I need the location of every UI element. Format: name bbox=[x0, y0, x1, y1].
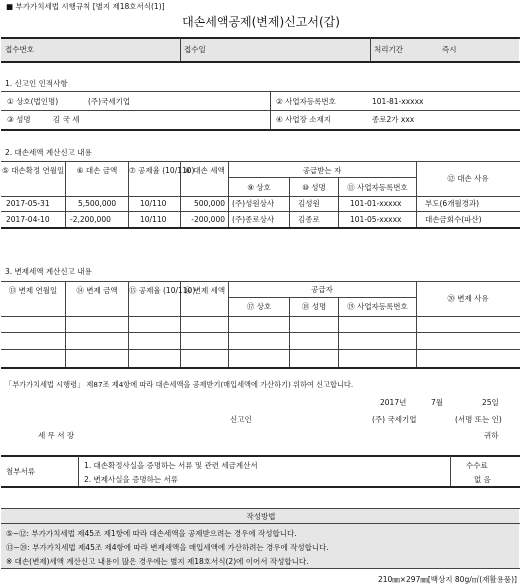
section1-title: 1. 신고인 인적사항 bbox=[5, 79, 68, 88]
rule bbox=[1, 37, 520, 39]
instructions-title: 작성방법 bbox=[246, 512, 276, 521]
processing-period-value: 즉시 bbox=[442, 45, 457, 54]
instruction-line-1: ⑤~⑫: 부가가치세법 제45조 제1항에 따라 대손세액을 공제받으려는 경우에 작성합니다. bbox=[6, 529, 297, 538]
col-amount: ⑥ 대손 금액 bbox=[76, 166, 118, 175]
table-rule bbox=[1, 211, 520, 212]
company-value: (주)국세기업 bbox=[88, 97, 131, 106]
table-rule bbox=[416, 161, 417, 227]
instruction-line-3: ※ 대손(변제)세액 계산신고 내용이 많은 경우에는 별지 제18호서식(2)에 이어서 작성합니다. bbox=[6, 557, 309, 566]
col-group-buyer: 공급받는 자 bbox=[302, 166, 342, 175]
row2-company: (주)종로상사 bbox=[232, 215, 275, 224]
table-rule bbox=[1, 227, 520, 229]
table-rule bbox=[1, 486, 520, 488]
decl-day: 25일 bbox=[482, 398, 499, 407]
row1-name: 김성원 bbox=[298, 199, 320, 208]
row2-rate: 10/110 bbox=[140, 215, 167, 224]
row1-reason: 부도(6개월경과) bbox=[425, 199, 480, 208]
table-rule bbox=[1, 91, 520, 92]
signature-note: (서명 또는 인) bbox=[455, 415, 502, 424]
table-rule bbox=[1, 281, 520, 282]
col-name: ⑩ 성명 bbox=[302, 183, 326, 192]
attachments-label: 첨부서류 bbox=[6, 467, 35, 476]
row1-date: 2017-05-31 bbox=[6, 199, 50, 208]
table-rule bbox=[1, 110, 520, 111]
col-date: ⑤ 대손확정 연월일 bbox=[2, 166, 65, 175]
processing-period-label: 처리기간 bbox=[374, 45, 403, 54]
table-rule bbox=[228, 297, 416, 298]
company-label: ① 상호(법인명) bbox=[7, 97, 59, 106]
applicant-label: 신고인 bbox=[230, 415, 252, 424]
table-rule bbox=[180, 38, 181, 61]
decl-year: 2017년 bbox=[380, 398, 407, 407]
row1-tax: 500,000 bbox=[193, 199, 225, 208]
row1-amount: 5,500,000 bbox=[78, 199, 117, 208]
col-rate: ⑦ 공제율 (10/110) bbox=[129, 166, 195, 175]
table-rule bbox=[78, 456, 79, 486]
col-company: ⑨ 상호 bbox=[247, 183, 271, 192]
col-reason: ⑫ 대손 사유 bbox=[447, 174, 489, 183]
row1-rate: 10/110 bbox=[140, 199, 167, 208]
s3-col-tax: ⑯ 변제 세액 bbox=[183, 286, 226, 295]
receipt-date-label: 접수일 bbox=[184, 45, 206, 54]
table-rule bbox=[1, 523, 520, 524]
row2-date: 2017-04-10 bbox=[6, 215, 50, 224]
address-value: 종로2가 xxx bbox=[372, 115, 415, 124]
table-rule bbox=[1, 332, 520, 333]
col-tax: ⑧ 대손 세액 bbox=[184, 166, 225, 175]
section2-title: 2. 대손세액 계산신고 내용 bbox=[5, 148, 92, 157]
table-rule bbox=[1, 367, 520, 369]
form-id: ■ 부가가치세법 시행규칙 [별지 제18호서식(1)] bbox=[6, 2, 165, 11]
attachment-item-2: 2. 변제사실을 증명하는 서류 bbox=[84, 475, 179, 484]
s3-col-amount: ⑭ 변제 금액 bbox=[76, 286, 118, 295]
row1-bizno: 101-01-xxxxx bbox=[350, 199, 402, 208]
table-rule bbox=[228, 177, 416, 178]
table-rule bbox=[1, 129, 520, 131]
s3-col-company: ⑰ 상호 bbox=[246, 302, 272, 311]
section3-title: 3. 변제세액 계산신고 내용 bbox=[5, 267, 92, 276]
attachment-item-1: 1. 대손확정사실을 증명하는 서류 및 관련 세금계산서 bbox=[84, 461, 258, 470]
footer-paper-spec: 210㎜×297㎜[백상지 80g/㎡(재활용품)] bbox=[377, 575, 517, 584]
decl-month: 7월 bbox=[431, 398, 444, 407]
bizno-label: ② 사업자등록번호 bbox=[276, 97, 336, 106]
table-rule bbox=[1, 316, 520, 317]
fee-label: 수수료 bbox=[466, 461, 488, 470]
fee-value: 없 음 bbox=[474, 475, 491, 484]
s3-col-date: ⑬ 변제 연월일 bbox=[8, 286, 58, 295]
row1-company: (주)성원상사 bbox=[232, 199, 275, 208]
table-rule bbox=[1, 196, 520, 197]
declaration-text: 「부가가치세법 시행령」 제87조 제4항에 따라 대손세액을 공제받기(매입세액에 가산하기) 위하여 신고합니다. bbox=[5, 380, 354, 389]
name-label: ③ 성명 bbox=[7, 115, 31, 124]
table-rule bbox=[1, 61, 520, 63]
row2-name: 김종로 bbox=[298, 215, 320, 224]
row2-reason: 대손금회수(파산) bbox=[425, 215, 482, 224]
table-rule bbox=[1, 349, 520, 350]
table-rule bbox=[1, 508, 520, 509]
instruction-line-2: ⑬~⑳: 부가가치세법 제45조 제4항에 따라 변제세액을 매입세액에 가산하려는 경우에 작성합니다. bbox=[6, 543, 329, 552]
bizno-value: 101-81-xxxxx bbox=[372, 97, 424, 106]
s3-col-group-supplier: 공급자 bbox=[311, 285, 333, 294]
table-rule bbox=[450, 456, 451, 486]
s3-col-rate: ⑮ 공제율 (10/110) bbox=[129, 286, 196, 295]
s3-col-reason: ⑳ 변제 사유 bbox=[447, 294, 489, 303]
recipient: 세 무 서 장 bbox=[38, 431, 75, 440]
s3-col-bizno: ⑲ 사업자등록번호 bbox=[347, 302, 408, 311]
table-rule bbox=[1, 568, 520, 569]
row2-tax: -200,000 bbox=[191, 215, 225, 224]
receipt-no-label: 접수번호 bbox=[5, 45, 34, 54]
name-value: 김 국 세 bbox=[53, 115, 80, 124]
applicant-value: (주) 국세기업 bbox=[372, 415, 417, 424]
row2-bizno: 101-05-xxxxx bbox=[350, 215, 402, 224]
table-rule bbox=[1, 161, 520, 162]
col-bizno: ⑪ 사업자등록번호 bbox=[347, 183, 408, 192]
honorific: 귀하 bbox=[484, 431, 499, 440]
table-rule bbox=[370, 38, 371, 61]
form-title: 대손세액공제(변제)신고서(갑) bbox=[182, 15, 340, 29]
row2-amount: -2,200,000 bbox=[70, 215, 111, 224]
s3-col-name: ⑱ 성명 bbox=[301, 302, 327, 311]
address-label: ④ 사업장 소재지 bbox=[276, 115, 331, 124]
